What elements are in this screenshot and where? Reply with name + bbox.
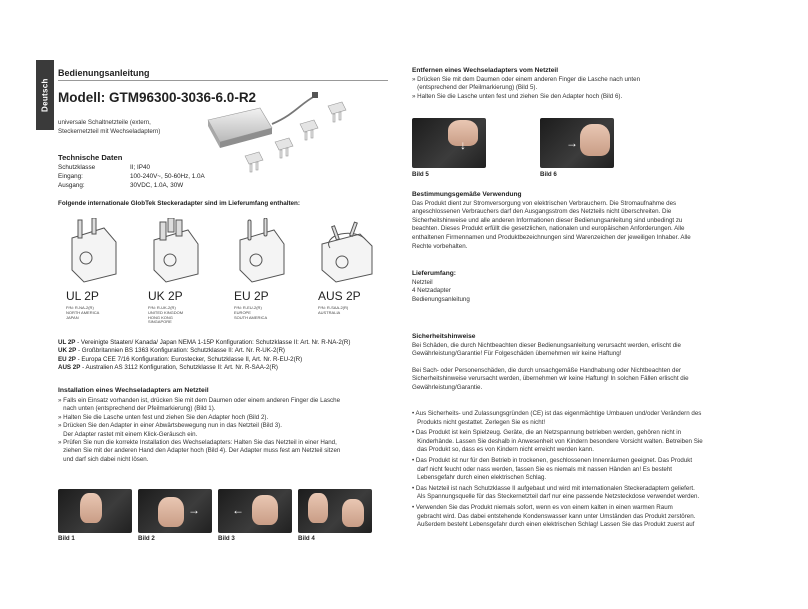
intended-use-title: Bestimmungsgemäße Verwendung	[412, 191, 522, 198]
tech-row: Ausgang: 30VDC, 1.0A, 30W	[58, 182, 184, 189]
plug-meta: P/N: R-EU-2(R) EUROPE SOUTH AMERICA	[234, 305, 268, 320]
arrow-left-icon: ←	[232, 503, 244, 517]
subtitle-line: Steckernetzteil mit Wechseladaptern)	[58, 127, 161, 135]
delivery-title: Lieferumfang:	[412, 270, 456, 277]
tech-data-title: Technische Daten	[58, 153, 123, 162]
install-photos	[58, 489, 378, 545]
delivery-section: Lieferumfang: Netzteil 4 Netzadapter Bedienungsanleitung	[412, 270, 767, 304]
photo-bild-4	[298, 489, 372, 533]
install-instructions: » Falls ein Einsatz vorhanden ist, drücken Sie mit dem Daumen oder einem anderen Finger die Lasche nach unten (entsprechend der Pfeilmarkierung) (Bild 1). » Halten Sie die Lasche unten fest und ziehen Sie den Adapter hoch (Bild 2). » Drücken Sie den Adapter in einer Abwärtsbewegung nun in das Netzteil (Bild 3). Der Adapter rastet mit einem Klick-Geräusch ein. » Prüfen Sie nun die korrekte Installation des Wechseladapters: Halten Sie das Netzteil in einer Hand, ziehen Sie mit der anderen Hand den Adapter hoch (Bild 4). Der Adapter muss fest am Netzteil sitzen und darf sich dabei nicht lösen.	[58, 397, 341, 463]
caption: Bild 6	[540, 171, 557, 178]
list-item: AUS 2P - Australien AS 3112 Konfiguration, Schutzklasse II: Art. Nr. R-SAA-2(R)	[58, 364, 278, 372]
list-item: UK 2P - Großbritannien BS 1363 Konfiguration: Schutzklasse II: Art. Nr. R-UK-2(R)	[58, 347, 285, 355]
photo-bild-5	[412, 118, 486, 168]
photo-bild-1	[58, 489, 132, 533]
remove-photos	[412, 118, 612, 180]
header-rule	[58, 80, 388, 81]
model-title: Modell: GTM96300-3036-6.0-R2	[58, 90, 257, 105]
remove-section: Entfernen eines Wechseladapters vom Netzteil » Drücken Sie mit dem Daumen oder einem anderen Finger die Lasche nach unten (entsprechend der Pfeilmarkierung) (Bild 5). » Halten Sie die Lasche unten fest und ziehen Sie den Adapter hoch (Bild 6).	[412, 67, 767, 101]
plug-ul-icon	[64, 218, 124, 286]
included-adapters-note: Folgende internationale GlobTek Steckeradapter sind im Lieferumfang enthalten:	[58, 200, 301, 207]
list-item: • Das Produkt ist kein Spielzeug. Geräte, die an Netzspannung betrieben werden, gehören nicht in Kinderhände. Lassen Sie deshalb in Anwesenheit von Kindern besondere Vorsicht walten. Betreiben Sie das Produkt so, dass es von Kindern nicht erreicht werden kann.	[412, 429, 703, 454]
plug-eu-icon	[232, 218, 292, 286]
safety-bullets	[412, 410, 767, 530]
photo-bild-3	[218, 489, 292, 533]
plug-aus	[310, 214, 390, 329]
plug-code: UL 2P	[66, 289, 99, 303]
plug-meta: P/N: R-SAA-2(R) AUSTRALIA	[318, 305, 349, 315]
photo-bild-6	[540, 118, 614, 168]
plug-meta: P/N: R-NA-2(R) NORTH AMERICA JAPAN	[66, 305, 100, 320]
manual-header: Bedienungsanleitung	[58, 68, 150, 78]
install-title: Installation eines Wechseladapters am Netzteil	[58, 387, 209, 394]
list-item: • Das Produkt ist nur für den Betrieb in trockenen, geschlossenen Innenräumen geeignet. Das Produkt darf nicht feucht oder nass werden, fassen Sie es niemals mit nassen Händen an! Es besteht Lebensgefahr durch einen elektrischen Schlag.	[412, 456, 693, 482]
arrow-right-icon: →	[188, 503, 200, 517]
tech-row: Eingang: 100-240V~, 50-60Hz, 1.0A	[58, 173, 205, 180]
plug-eu	[226, 214, 306, 329]
caption: Bild 2	[138, 535, 155, 542]
plug-adapters	[58, 214, 388, 329]
list-item: • Verwenden Sie das Produkt niemals sofort, wenn es von einem kalten in einen warmen Raum gebracht wird. Das dabei entstehende Kondenswasser kann unter Umständen das Produkt zerstören. Außerdem besteht Lebensgefahr durch einen elektrischen Schlag! Lassen Sie das Produkt zuerst auf	[412, 503, 696, 529]
caption: Bild 3	[218, 535, 235, 542]
arrow-right-icon: →	[566, 136, 578, 150]
plug-uk-icon	[146, 218, 206, 286]
plug-aus-icon	[316, 218, 380, 286]
language-tab: Deutsch	[36, 60, 54, 130]
plug-ul	[58, 214, 138, 329]
photo-bild-2	[138, 489, 212, 533]
tech-row: Schutzklasse II; IP40	[58, 164, 150, 171]
product-subtitle	[58, 119, 198, 136]
remove-title: Entfernen eines Wechseladapters vom Netzteil	[412, 67, 559, 74]
plug-code: UK 2P	[148, 289, 183, 303]
list-item: EU 2P - Europa CEE 7/16 Konfiguration: Eurostecker, Schutzklasse II, Art. Nr. R-EU-2(R)	[58, 355, 303, 363]
tech-data-table	[58, 163, 205, 190]
subtitle-line: universale Schaltnetzteile (extern,	[58, 119, 151, 126]
plug-config-list	[58, 339, 350, 373]
plug-uk	[140, 214, 220, 329]
list-item: UL 2P - Vereinigte Staaten/ Kanada/ Japan NEMA 1-15P Konfiguration: Schutzklasse II: Art. Nr. R-NA-2(R)	[58, 339, 351, 346]
caption: Bild 1	[58, 535, 75, 542]
plug-meta: P/N: R-UK-2(R) UNITED KINGDOM HONG KONG SINGAPORE	[148, 305, 184, 325]
intended-use-section: Bestimmungsgemäße Verwendung Das Produkt dient zur Stromversorgung von elektrischen Verbrauchern. Die Stromaufnahme des angeschlossenen Verbrauchers darf den Ausgangsstrom des Netzteils nicht überschreiten. Die Sicherheitshinweise und alle anderen Informationen dieser Bedienungsanleitung sind unbedingt zu beachten. Dieses Produkt erfüllt die gesetzlichen, nationalen und europäischen Anforderungen. Alle enthaltenen Firmennamen und Produktbezeichnungen sind Warenzeichen der jeweiligen Inhaber. Alle Rechte vorbehalten.	[412, 191, 767, 251]
arrow-down-icon: ↓	[460, 138, 466, 152]
safety-section: Sicherheitshinweise Bei Schäden, die durch Nichtbeachten dieser Bedienungsanleitung verursacht werden, erlischt die Gewährleistung/Garantie! Für Folgeschäden übernehmen wir keine Haftung! Bei Sach- oder Personenschäden, die durch unsachgemäße Handhabung oder Nichtbeachten der Sicherheitshinweise verursacht werden, übernehmen wir keine Haftung! In solchen Fällen erlischt die Gewährleistung/Garantie.	[412, 333, 767, 393]
caption: Bild 5	[412, 171, 429, 178]
list-item: • Aus Sicherheits- und Zulassungsgründen (CE) ist das eigenmächtige Umbauen und/oder Verändern des Produkts nicht gestattet. Zerlegen Sie es nicht!	[412, 410, 702, 426]
safety-title: Sicherheitshinweise	[412, 333, 476, 340]
plug-code: EU 2P	[234, 289, 269, 303]
power-supply-image	[200, 84, 380, 180]
caption: Bild 4	[298, 535, 315, 542]
plug-code: AUS 2P	[318, 289, 361, 303]
list-item: • Das Netzteil ist nach Schutzklasse II aufgebaut und wird mit internationalen Steckeradaptern geliefert. Als Spannungsquelle für das Steckernetzteil darf nur eine passende Netzsteckdose verwendet werden.	[412, 484, 700, 501]
